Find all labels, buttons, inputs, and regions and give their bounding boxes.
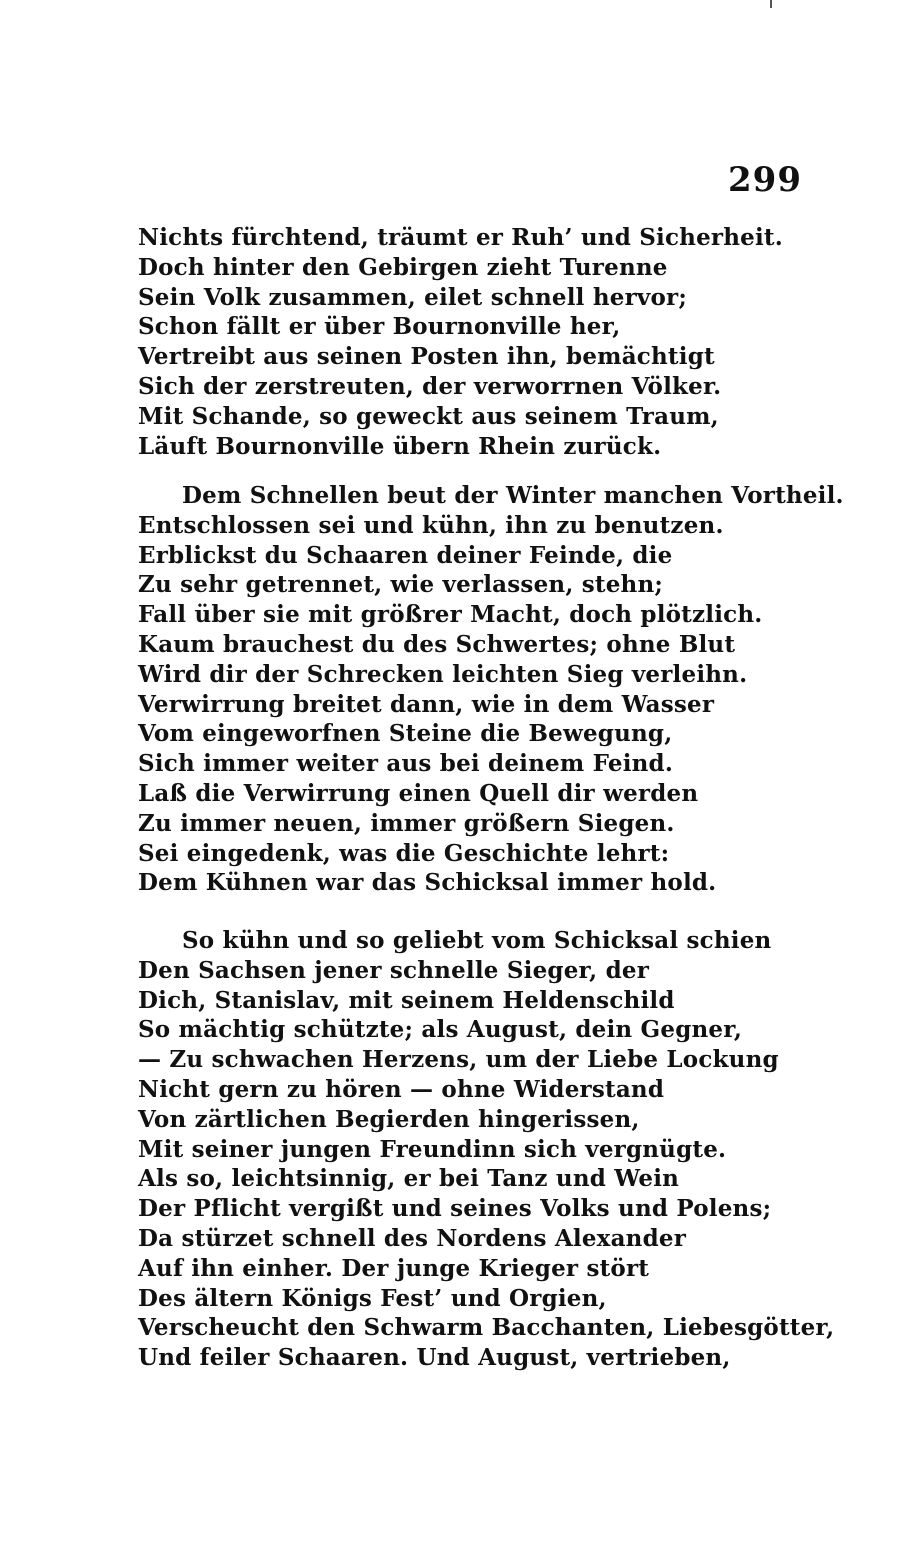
verse-line: So mächtig schützte; als August, dein Gegner, xyxy=(138,1016,743,1044)
verse-line: Als so, leichtsinnig, er bei Tanz und Wein xyxy=(138,1165,680,1193)
stanza-3 xyxy=(138,926,835,1373)
verse-line: Fall über sie mit größrer Macht, doch plötzlich. xyxy=(138,601,763,629)
verse-line: Den Sachsen jener schnelle Sieger, der xyxy=(138,956,650,984)
verse-line: Sei eingedenk, was die Geschichte lehrt: xyxy=(138,839,670,867)
verse-line: Sein Volk zusammen, eilet schnell hervor; xyxy=(138,283,688,311)
verse-line: Nichts fürchtend, träumt er Ruh’ und Sicherheit. xyxy=(138,224,783,251)
margin-mark xyxy=(770,0,772,8)
verse-line: So kühn und so geliebt vom Schicksal schien xyxy=(182,927,772,954)
verse-line: Verscheucht den Schwarm Bacchanten, Liebesgötter, xyxy=(138,1314,835,1342)
verse-line: Erblickst du Schaaren deiner Feinde, die xyxy=(138,541,673,569)
verse-line: Wird dir der Schrecken leichten Sieg verleihn. xyxy=(138,660,748,688)
verse-line: Nicht gern zu hören — ohne Widerstand xyxy=(138,1075,665,1103)
verse-line: Des ältern Königs Fest’ und Orgien, xyxy=(138,1284,607,1312)
verse-line: Läuft Bournonville übern Rhein zurück. xyxy=(138,432,662,460)
verse-line: Vertreibt aus seinen Posten ihn, bemächtigt xyxy=(138,343,715,371)
verse-line: Der Pflicht vergißt und seines Volks und Polens; xyxy=(138,1195,772,1223)
stanza-2 xyxy=(138,481,844,898)
verse-line: Mit seiner jungen Freundinn sich vergnügte. xyxy=(138,1135,727,1163)
verse-line: Sich immer weiter aus bei deinem Feind. xyxy=(138,750,674,778)
verse-line: Kaum brauchest du des Schwertes; ohne Blut xyxy=(138,630,736,658)
verse-line: Dem Schnellen beut der Winter manchen Vortheil. xyxy=(182,482,844,509)
stanza-1 xyxy=(138,223,783,461)
verse-line: Von zärtlichen Begierden hingerissen, xyxy=(138,1105,640,1133)
verse-line: Entschlossen sei und kühn, ihn zu benutzen. xyxy=(138,511,724,539)
verse-line: Auf ihn einher. Der junge Krieger stört xyxy=(138,1254,650,1282)
verse-line: Mit Schande, so geweckt aus seinem Traum, xyxy=(138,402,719,430)
verse-line: Dich, Stanislav, mit seinem Heldenschild xyxy=(138,986,675,1014)
verse-line: Zu immer neuen, immer größern Siegen. xyxy=(138,809,675,837)
verse-line: Und feiler Schaaren. Und August, vertrieben, xyxy=(138,1344,731,1372)
verse-line: Doch hinter den Gebirgen zieht Turenne xyxy=(138,253,668,281)
verse-line: Da stürzet schnell des Nordens Alexander xyxy=(138,1224,687,1252)
verse-line: Vom eingeworfnen Steine die Bewegung, xyxy=(138,720,673,748)
page-number: 299 xyxy=(728,160,802,200)
verse-line: Zu sehr getrennet, wie verlassen, stehn; xyxy=(138,571,664,599)
verse-line: Laß die Verwirrung einen Quell dir werden xyxy=(138,779,699,807)
verse-line: Verwirrung breitet dann, wie in dem Wasser xyxy=(138,690,715,718)
verse-line: Schon fällt er über Bournonville her, xyxy=(138,313,621,341)
verse-line: Sich der zerstreuten, der verworrnen Völker. xyxy=(138,372,722,400)
verse-line: — Zu schwachen Herzens, um der Liebe Lockung xyxy=(138,1046,779,1074)
verse-line: Dem Kühnen war das Schicksal immer hold. xyxy=(138,869,717,897)
